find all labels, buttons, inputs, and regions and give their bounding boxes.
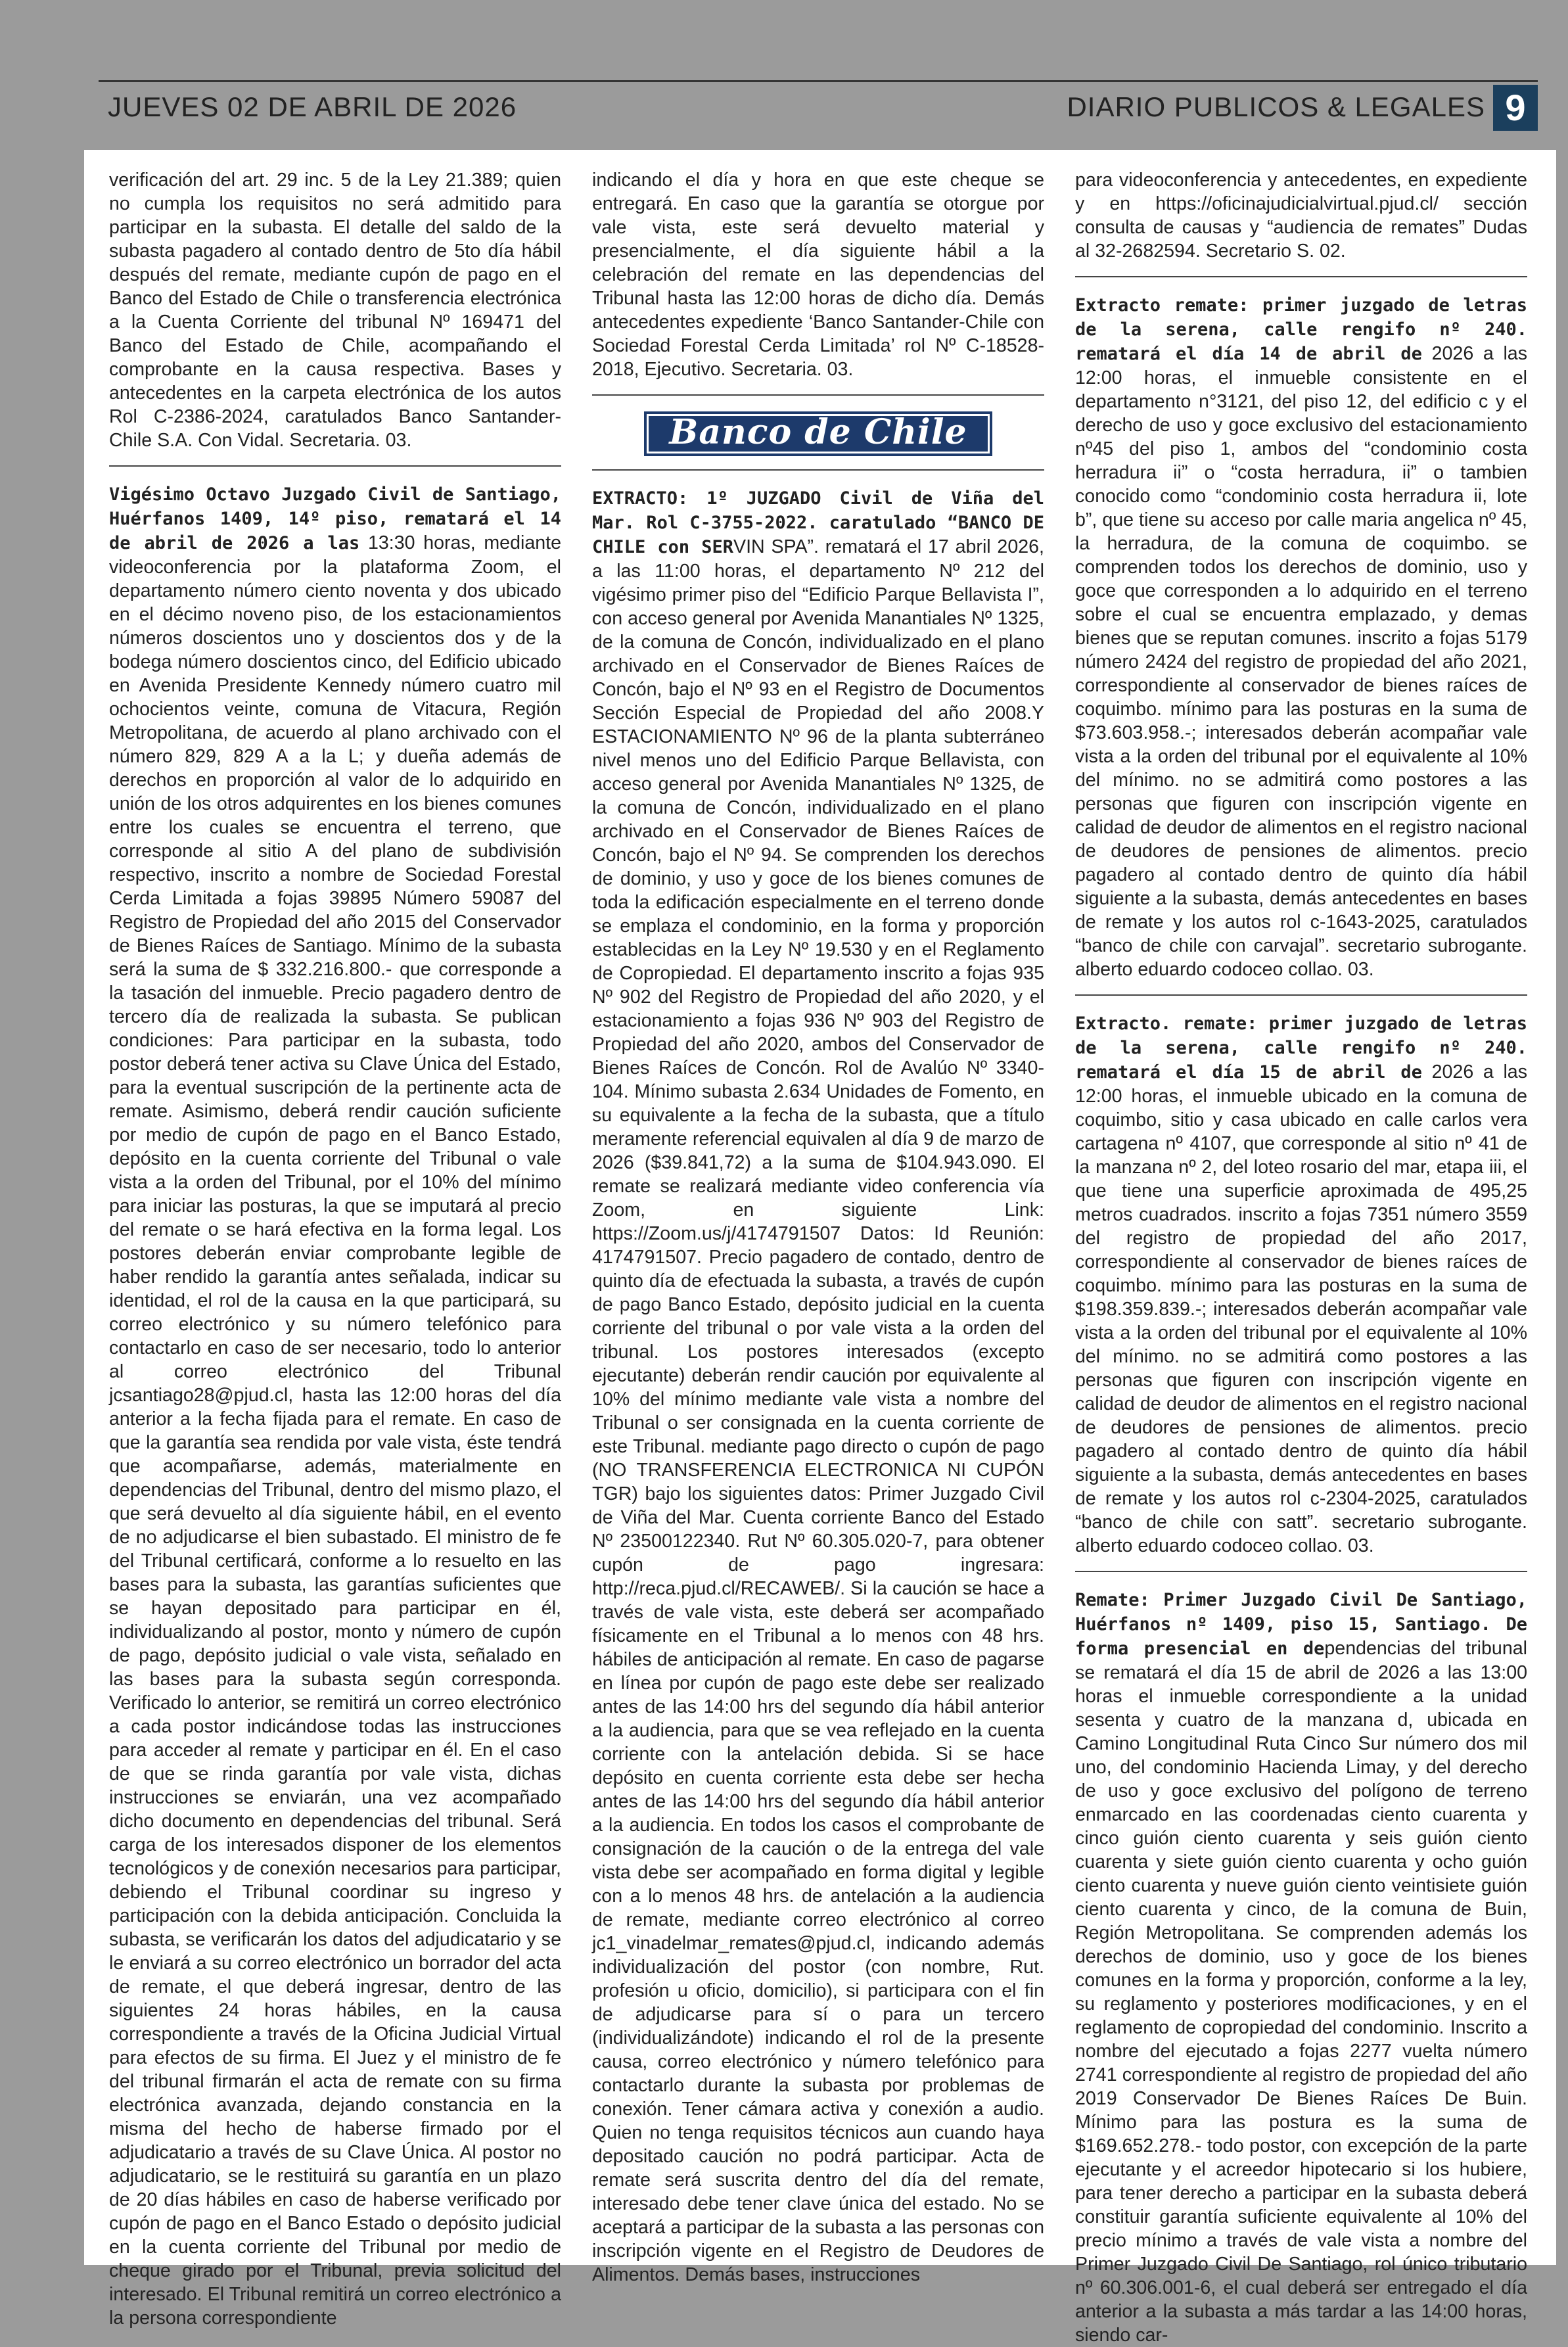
notice-divider: [1075, 1571, 1527, 1572]
page-header: [99, 80, 1538, 136]
notice-la-serena-14-abril: [1075, 293, 1527, 981]
notice-divider: [592, 469, 1044, 471]
notice-continuation: para videoconferencia y antecedentes, en expediente y en https://oficinajudicialvirtual.pjud.cl/ sección consulta de causas y “audiencia de remates” Dudas al 32-2682594. Secretario S. 02.: [1075, 170, 1527, 262]
notice-divider: [109, 465, 561, 467]
notice-divider: [1075, 994, 1527, 996]
notice-body: 2026 a las 12:00 horas, el inmueble consistente en el departamento n°3121, del piso 12, del edificio c y el derecho de uso y goce exclusivo del estacionamiento nº45 del piso 1, ambos del “condominio costa herradura ii” o “costa herradura, ii” o tambien conocido como “condominio costa herradura ii, lote b”, que tiene su acceso por calle maria angelica nº 45, la herradura, de la comuna de coquimbo. se comprenden todos los derechos de dominio, uso y goce que corresponden a lo adquirido en el terreno sobre el cual se encuentra emplazado, y demas bienes que se reputan comunes. inscrito a fojas 5179 número 2424 del registro de propiedad del año 2021, correspondiente al conservador de bienes raíces de coquimbo. mínimo para las posturas en la suma de $73.603.958.-; interesados deberán acompañar vale vista a la orden del tribunal por el equivalente al 10% del mínimo. no se admitirá como postores a las personas que figuren con inscripción vigente en calidad de deudor de alimentos en el registro nacional de deudores de pensiones de alimentos. precio pagadero al contado dentro de quinto día hábil siguiente a la subasta, demás antecedentes en bases de remate y los autos rol c-1643-2025, caratulados “banco de chile con carvajal”. secretario subrogante. alberto eduardo codoceo collao. 03.: [1075, 343, 1527, 980]
notice-body: VIN SPA”. rematará el 17 abril 2026, a las 11:00 horas, el departamento Nº 212 del vigésimo primer piso del “Edificio Parque Bellavista I”, con acceso general por Avenida Manantiales Nº 1325, de la comuna de Concón, individualizado en el plano archivado en el Conservador de Bienes Raíces de Concón, bajo el Nº 93 en el Registro de Documentos Sección Especial de Propiedad del año 2008.Y ESTACIONAMIENTO Nº 96 de la planta subterráneo nivel menos uno del Edificio Parque Bellavista, con acceso general por Avenida Manantiales Nº 1325, de la comuna de Concón, individualizado en el plano archivado en el Conservador de Bienes Raíces de Concón, bajo el Nº 94. Se comprenden los derechos de dominio, y uso y goce de los bienes comunes de toda la edificación especialmente en el terreno donde se emplaza el condominio, en la forma y proporción establecidas en la Ley Nº 19.530 y en el Reglamento de Copropiedad. El departamento inscrito a fojas 935 Nº 902 del Registro de Propiedad del año 2020, y el estacionamiento a fojas 936 Nº 903 del Registro de Propiedad del año 2020, ambos del Conservador de Bienes Raíces de Concón. Rol de Avalúo Nº 3340-104. Mínimo subasta 2.634 Unidades de Fomento, en su equivalente a la fecha de la subasta, que a título meramente referencial equivalen al día 9 de marzo de 2026 ($39.841,72) a la suma de $104.943.090. El remate se realizará mediante video conferencia vía Zoom, en siguiente Link: https://Zoom.us/j/4174791507 Datos: Id Reunión: 4174791507. Precio pagadero de contado, dentro de quinto día de efectuada la subasta, a través de cupón de pago Banco Estado, depósito judicial en la cuenta corriente del tribunal o por vale vista a la orden del tribunal. Los postores interesados (excepto ejecutante) deberán rendir caución por equivalente al 10% del mínimo mediante vale vista a nombre del Tribunal o ser consignada en la cuenta corriente de este Tribunal. mediante pago directo o cupón de pago (NO TRANSFERENCIA ELECTRONICA NI CUPÓN TGR) bajo los siguientes datos: Primer Juzgado Civil de Viña del Mar. Cuenta corriente Banco del Estado Nº 23500122340. Rut Nº 60.305.020-7, para obtener cupón de pago ingresara: http://reca.pjud.cl/RECAWEB/. Si la caución se hace a través de vale vista, este deberá ser acompañado físicamente en el Tribunal a lo menos con 48 hrs. hábiles de anticipación al remate. En caso de pagarse en línea por cupón de pago este debe ser realizado antes de las 14:00 hrs del segundo día hábil anterior a la audiencia, para que se vea reflejado en la cuenta corriente con la antelación debida. Si se hace depósito en cuenta corriente esta debe ser hecha antes de las 14:00 hrs del segundo día hábil anterior a la audiencia. En todos los casos el comprobante de consignación de la caución o de la entrega del vale vista debe ser acompañado en forma digital y legible con a lo menos 48 hrs. de antelación a la audiencia de remate, mediante correo electrónico al correo jc1_vinadelmar_remates@pjud.cl, indicando además individualización del postor (con nombre, Rut. profesión u oficio, domicilio), si participara con el fin de adjudicarse para sí o para un tercero (individualizándote) indicando el rol de la presente causa, correo electrónico y número telefónico para contactarlo durante la subasta por problemas de conexión. Tener cámara activa y conexión a audio. Quien no tenga requisitos técnicos aun cuando haya depositado caución no podrá participar. Acta de remate será suscrita dentro del día del remate, interesado debe tener clave única del estado. No se aceptará a participar de la subasta a las personas con inscripción vigente en el Registro de Deudores de Alimentos. Demás bases, instrucciones: [592, 536, 1044, 2285]
column-1: [109, 168, 561, 2330]
banco-de-chile-logo-wrap: [592, 411, 1044, 456]
notice-la-serena-15-abril: [1075, 1011, 1527, 1558]
notice-continuation: indicando el día y hora en que este cheque se entregará. En caso que la garantía se otorgue por vale vista, este será devuelto material y presencialmente, el día siguiente hábil a la celebración del remate en las dependencias del Tribunal hasta las 12:00 horas de dicho día. Demás antecedentes expediente ‘Banco Santander-Chile con Sociedad Forestal Cerda Limitada’ rol Nº C-18528-2018, Ejecutivo. Secretaria. 03.: [592, 170, 1044, 380]
notice-body: 2026 a las 12:00 horas, el inmueble ubicado en la comuna de coquimbo, sitio y casa ubicado en calle carlos vera cartagena nº 4107, que corresponde al sitio nº 41 de la manzana nº 2, del loteo rosario del mar, etapa iii, el que tiene una superficie aproximada de 495,25 metros cuadrados. inscrito a fojas 7351 número 3559 del registro de propiedad del año 2017, correspondiente al conservador de bienes raíces de coquimbo. mínimo para las posturas en la suma de $198.359.839.-; interesados deberán acompañar vale vista a la orden del tribunal por el equivalente al 10% del mínimo. no se admitirá como postores a las personas que figuren con inscripción vigente en calidad de deudor de alimentos en el registro nacional de deudores de pensiones de alimentos. precio pagadero al contado dentro de quinto día hábil siguiente a la subasta, demás antecedentes en bases de remate y los autos rol c-2304-2025, caratulados “banco de chile con satt”. secretario subrogante. alberto eduardo codoceo collao. 03.: [1075, 1061, 1527, 1556]
notice-body: pendencias del tribunal se rematará el día 15 de abril de 2026 a las 13:00 horas el inmueble correspondiente a la unidad sesenta y cuatro de la manzana d, ubicada en Camino Longitudinal Ruta Cinco Sur número dos mil uno, del condominio Hacienda Limay, y del derecho de uso y goce exclusivo del polígono de terreno enmarcado en las coordenadas ciento cuarenta y cinco guión ciento cuarenta y seis guión ciento cuarenta y siete guión ciento cuarenta y ocho guión ciento cuarenta y nueve guión ciento veintisiete guión ciento cuarenta y cinco, de la comuna de Buin, Región Metropolitana. Se comprenden además los derechos de dominio, uso y goce de los bienes comunes en la forma y proporción, conforme a la ley, su reglamento y posteriores modificaciones, y en el reglamento de copropiedad del condominio. Inscrito a nombre del ejecutado a fojas 2277 vuelta número 2741 correspondiente al registro de propiedad del año 2019 Conservador De Bienes Raíces De Buin. Mínimo para las postura es la suma de $169.652.278.- todo postor, con excepción de la parte ejecutante y el acreedor hipotecario si los hubiere, para tener derecho a participar en la subasta deberá constituir garantía suficiente equivalente al 10% del precio mínimo a través de vale vista a nombre del Primer Juzgado Civil De Santiago, rol único tributario nº 60.306.001-6, el cual deberá ser entregado el día anterior a la subasta a más tardar a las 14:00 horas, siendo car-: [1075, 1638, 1527, 2346]
notice-heading: Extracto remate: primer juzgado de letras de la serena, calle rengifo nº 240. rematará el día 14 de abril de: [1075, 295, 1527, 364]
notice-heading: EXTRACTO: 1º JUZGADO Civil de Viña del Mar. Rol C-3755-2022. caratulado “BANCO DE CHILE con SER: [592, 488, 1044, 557]
page-sheet: [84, 150, 1556, 2346]
issue-date: JUEVES 02 DE ABRIL DE 2026: [108, 91, 517, 122]
notice-1-juzgado-santiago: [1075, 1588, 1527, 2347]
newspaper-name: DIARIO PUBLICOS & LEGALES: [1067, 91, 1485, 122]
notice-heading: Vigésimo Octavo Juzgado Civil de Santiago, Huérfanos 1409, 14º piso, rematará el 14 de abril de 2026 a las: [109, 484, 561, 553]
notice-heading: Extracto. remate: primer juzgado de letras de la serena, calle rengifo nº 240. rematará el día 15 de abril de: [1075, 1013, 1527, 1082]
notice-divider: [1075, 276, 1527, 277]
column-2: [592, 168, 1044, 2287]
page-number: 9: [1493, 85, 1538, 131]
notice-divider: [592, 394, 1044, 396]
column-3: [1075, 168, 1527, 2347]
notice-heading: Remate: Primer Juzgado Civil De Santiago, Huérfanos nº 1409, piso 15, Santiago. De forma presencial en de: [1075, 1590, 1527, 1659]
notice-body: 13:30 horas, mediante videoconferencia por la plataforma Zoom, el departamento número ciento noventa y dos ubicado en el décimo noveno piso, de los estacionamientos números doscientos uno y doscientos dos y de la bodega número doscientos cinco, del Edificio ubicado en Avenida Presidente Kennedy número cuatro mil ochocientos veinte, comuna de Vitacura, Región Metropolitana, de acuerdo al plano archivado con el número 829, 829 A a la L; y dueña además de derechos en proporción al valor de lo adquirido en unión de los otros adquirentes en los bienes comunes entre los cuales se encuentra el terreno, que corresponde al sitio A del plano de subdivisión respectivo, inscrito a nombre de Sociedad Forestal Cerda Limitada a fojas 39895 Número 59087 del Registro de Propiedad del año 2015 del Conservador de Bienes Raíces de Santiago. Mínimo de la subasta será la suma de $ 332.216.800.- que corresponde a la tasación del inmueble. Precio pagadero dentro de tercero día de realizada la subasta. Se publican condiciones: Para participar en la subasta, todo postor deberá tener activa su Clave Única del Estado, para la eventual suscripción de la pertinente acta de remate. Asimismo, deberá rendir caución suficiente por medio de cupón de pago en el Banco Estado, depósito en la cuenta corriente del Tribunal o vale vista a la orden del Tribunal, por el 10% del mínimo para iniciar las posturas, la que se imputará al precio del remate o se hará efectiva en la forma legal. Los postores deberán enviar comprobante legible de haber rendido la garantía antes señalada, indicar su identidad, el rol de la causa en la que participará, su correo electrónico y su número telefónico para contactarlo en caso de ser necesario, todo lo anterior al correo electrónico del Tribunal jcsantiago28@pjud.cl, hasta las 12:00 horas del día anterior a la fecha fijada para el remate. En caso de que la garantía sea rendida por vale vista, éste tendrá que acompañarse, además, materialmente en dependencias del Tribunal, dentro del mismo plazo, el que será devuelto al día siguiente hábil, en el evento de no adjudicarse el bien subastado. El ministro de fe del Tribunal certificará, conforme a lo resuelto en las bases para la subasta, las garantías suficientes que se hayan depositado para participar en él, individualizando al postor, monto y número de cupón de pago, depósito judicial o vale vista, señalado en las bases para la subasta según corresponda. Verificado lo anterior, se remitirá un correo electrónico a cada postor indicándose todas las instrucciones para acceder al remate y participar en él. En el caso de que se rinda garantía por vale vista, dichas instrucciones se enviarán, una vez acompañado dicho documento en dependencias del tribunal. Será carga de los interesados disponer de los elementos tecnológicos y de conexión necesarios para participar, debiendo el Tribunal coordinar su ingreso y participación con la debida anticipación. Concluida la subasta, se verificarán los datos del adjudicatario y se le enviará a su correo electrónico un borrador del acta de remate, el que deberá ingresar, dentro de las siguientes 24 horas hábiles, en la causa correspondiente a través de la Oficina Judicial Virtual para efectos de su firma. El Juez y el ministro de fe del tribunal firmarán el acta de remate con su firma electrónica avanzada, dejando constancia en la misma del hecho de haberse firmado por el adjudicatario a través de su Clave Única. Al postor no adjudicatario, se le restituirá su garantía en un plazo de 20 días hábiles en caso de haberse verificado por cupón de pago en el Banco Estado o depósito judicial en la cuenta corriente del Tribunal por medio de cheque girado por el Tribunal, previa solicitud del interesado. El Tribunal remitirá un correo electrónico a la persona correspondiente: [109, 532, 561, 2329]
notice-1-juzgado-vina-del-mar: [592, 486, 1044, 2287]
notice-28-juzgado-santiago: [109, 482, 561, 2330]
notice-continuation: verificación del art. 29 inc. 5 de la Ley 21.389; quien no cumpla los requisitos no será admitido para participar en la subasta. El detalle del saldo de la subasta pagadero al contado dentro de 5to día hábil después del remate, mediante cupón de pago en el Banco del Estado de Chile o transferencia electrónica a la Cuenta Corriente del tribunal Nº 169471 del Banco del Estado de Chile, acompañando el comprobante en la causa respectiva. Bases y antecedentes en la carpeta electrónica de los autos Rol C-2386-2024, caratulados Banco Santander- Chile S.A. Con Vidal. Secretaria. 03.: [109, 170, 561, 451]
banco-de-chile-logo: Banco de Chile: [644, 411, 992, 456]
